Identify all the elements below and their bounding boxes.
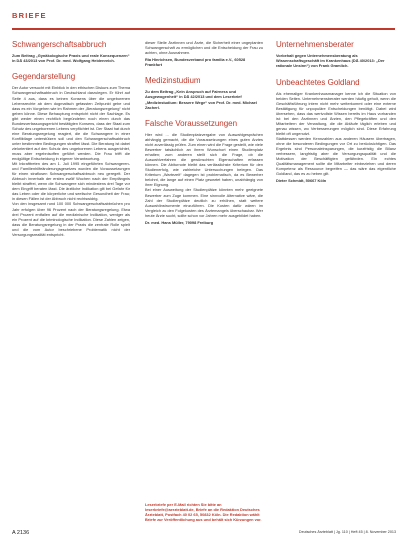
letter-heading-medical-studies: Medizinstudium — [145, 76, 201, 86]
body-paragraph: Bei einer Ausweitung der Studienplätze könnten mehr geeignete Bewerber zum Zuge kommen. Eine sinnvolle Alternative wäre, die Zahl der Studienplätze deutlich zu erhöhen, statt weitere Auswahlinstrumente einzuführen. Die Kosten dafür wären im Vergleich zu den Folgekosten des Ärztemangels überschaubar. Wer heute Ärzte sucht, sollte schon vor Jahren mehr ausgebildet haben. — [145, 187, 263, 218]
body-paragraph: Als ehemaliger Krankenhausmanager kenne ich die Situation von beiden Seiten. Unternehmensberater werden häufig geholt, wenn die Geschäftsführung intern nicht mehr weiterkommt oder eine externe Bestätigung für unpopuläre Entscheidungen benötigt. Dabei wird übersehen, dass das wertvollste Wissen bereits im Haus vorhanden ist: bei den Ärztinnen und Ärzten, den Pflegekräften und den Mitarbeitern der Verwaltung, die die Abläufe täglich erleben und genau wissen, wo Verbesserungen möglich sind. Diese Erfahrung bleibt oft ungenutzt. — [276, 90, 396, 136]
submission-note: Leserbriefe per E-Mail richten Sie bitte an leserbriefe@aerzteblatt.de, Briefe an die Redaktion Deutsches Ärzteblatt, Postfach 40 02 65, 50832 Köln. Die Redaktion wählt Briefe zur Veröffentlichung aus und behält sich Kürzungen vor. — [145, 502, 262, 522]
letter-heading-abortion: Schwangerschaftsabbruch — [12, 40, 107, 49]
letter-reference: Vorbehalt gegen Unternehmensberatung als Wissenschaftsgeschäft im Krankenhaus (DÄ 40/2013: „Der rationale Unsinn“) von Frank Gramlich. — [276, 53, 385, 69]
letter-author: Ria Hinrichsen, Bundesverband pro familia e.V., 60528 Frankfurt — [145, 57, 246, 68]
column-right — [276, 40, 396, 183]
body-paragraph: Hier wird ... die Studienplatzvergabe von Auswahlgesprächen abhängig gemacht, die die Voraussetzungen eines guten Arztes nicht zuverlässig prüfen. Zum einen wird die Frage gestellt, wie viele Bewerber tatsächlich an ihrem Wunschort einen Studienplatz erhalten; zum anderen stellt sich die Frage, ob die Auswahlverfahren die gewünschten Eigenschaften erfassen können. Die Abiturnote bleibt das verlässlichste Kriterium für den Studienerfolg, wie zahlreiche Untersuchungen belegen. Das Kriterium „Wartezeit“ dagegen ist problematisch, da es Bewerber belohnt, die lange auf einen Platz gewartet haben, unabhängig von ihrer Eignung. — [145, 131, 263, 188]
body-paragraph: dieser Stelle Ärztinnen und Ärzte, die Sicherheit einer ungeplanten Schwangerschaft zu ermöglichen und die Entscheidung der Frau zu achten, ohne Ausnahmen. — [145, 40, 263, 56]
letter-reference: Zum Beitrag „Gynäkologische Praxis und reale Konsequenzen“ in DÄ 43/2013 von Prof. Dr. med. Wolfgang Heidenreich. — [12, 53, 130, 64]
letter-reference: Zu dem Beitrag „Kein Anspruch auf Fairness und Ausgewogenheit“ in DÄ 42/2013 und dem Leserbrief „Medizinstudium: Bessere Wege“ von Prof. Dr. med. Michael Zacherl. — [145, 89, 257, 110]
body-paragraph: Mit Inkrafttreten des am 1. Juli 1995 eingeführten Schwangeren- und Familienhilfeänderungsgesetzes wurden die Voraussetzungen für einen straflosen Schwangerschaftsabbruch neu geregelt. Der Abbruch innerhalb der ersten zwölf Wochen nach der Empfängnis bleibt straffrei, wenn die Schwangere sich mindestens drei Tage vor dem Eingriff beraten lässt. Die ärztliche Indikation gilt bei Gefahr für das Leben oder die körperliche und seelische Gesundheit der Frau; in diesen Fällen ist der Abbruch nicht rechtswidrig. — [12, 161, 130, 202]
letter-title-false-premises: Falsche Voraussetzungen — [145, 118, 238, 128]
header-divider — [12, 28, 395, 30]
journal-citation: Deutsches Ärzteblatt | Jg. 110 | Heft 45 | 8. November 2013 — [298, 530, 396, 534]
letter-author: Dr. med. Hans Müller, 79098 Freiburg — [145, 219, 214, 225]
letter-title-counterstatement: Gegendarstellung — [12, 72, 76, 82]
body-paragraph: Stattdessen werden Kennzahlen aus anderen Häusern übertragen, ohne die besonderen Bedingungen vor Ort zu berücksichtigen. Das Ergebnis sind Personaleinsparungen, die kurzfristig die Bilanz verbessern, langfristig aber die Versorgungsqualität und die Motivation der Beschäftigten gefährden. Ein echtes Qualitätsmanagement sollte die Mitarbeiter einbeziehen und deren Kompetenz als Ressource begreifen — das wäre das eigentliche Goldland, das es zu heben gilt. — [276, 136, 396, 177]
body-paragraph: Der Autor versucht mit Einblick in den ethischen Diskurs zum Thema Schwangerschaftsabbruch in Deutschland darzulegen. Er führt auf Seite 4 aus, dass es keinen Konsens über die ungeborenen Lebensrechte ab dem dogmatisch gefassten Zeitpunkt gebe und dass es ein Vorgehen wie im Rahmen der „Beratungsregelung“ nicht geben könne. Diese Behauptung entspricht nicht der Sachlage. Es gibt weder einen rechtlich begründeten noch einen durch das Bundesverfassungsgericht bestätigten Konsens, dass der Staat zum Schutz des ungeborenen Lebens verpflichtet ist. Der Staat hat durch eine Beratungsregelung reagiert, die die Schwangere in einer Konfliktlage unterstützen soll und den Schwangerschaftsabbruch unter bestimmten Bedingungen straffrei lässt. Die Beratung ist dabei zielorientiert auf den Schutz des ungeborenen Lebens ausgerichtet, muss aber ergebnisoffen geführt werden. Die Frau trifft die endgültige Entscheidung in eigener Verantwortung. — [12, 85, 130, 162]
letter-author: Dieter Schmidt, 50667 Köln — [276, 178, 327, 184]
letter-title-goldland: Unbeachtetes Goldland — [276, 77, 360, 87]
letter-heading-consultants: Unternehmensberater — [276, 40, 354, 49]
page-number: A 2136 — [12, 530, 30, 536]
column-middle — [145, 40, 263, 225]
column-left — [12, 40, 130, 237]
body-paragraph: Von den insgesamt rund 100 000 Schwangerschaftsabbrüchen pro Jahr erfolgen über 96 Prozent nach der Beratungsregelung. Etwa drei Prozent entfallen auf die medizinische Indikation, weniger als ein Prozent auf die kriminologische Indikation. Diese Zahlen zeigen, dass die Beratungsregelung in der Praxis die zentrale Rolle spielt und die vom Autor beschriebene Problematik nicht der Versorgungsrealität entspricht. — [12, 201, 130, 237]
section-label: BRIEFE — [12, 11, 47, 20]
